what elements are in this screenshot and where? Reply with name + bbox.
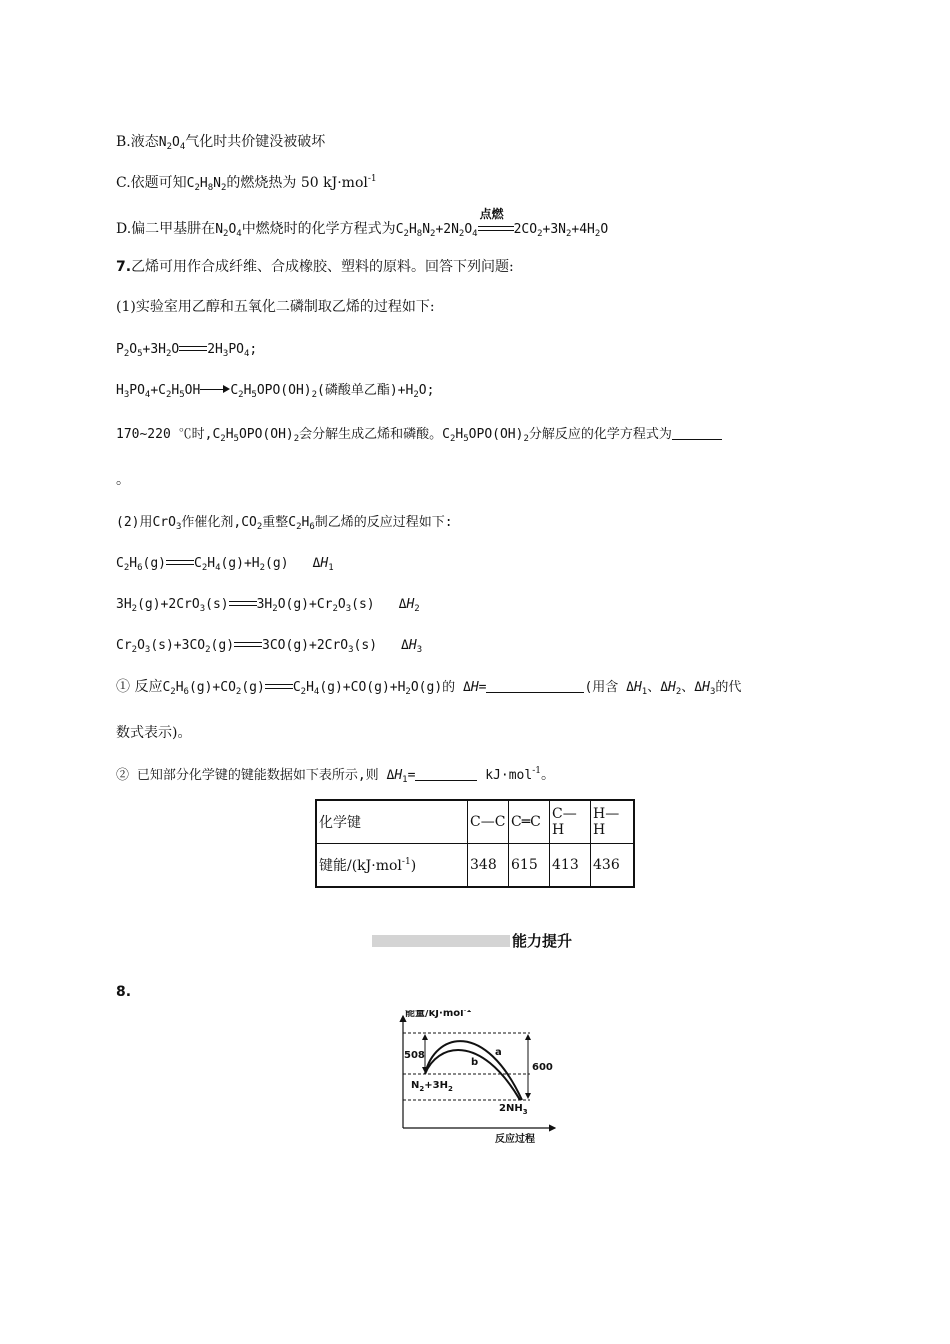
table-cell: 436 xyxy=(591,844,635,888)
option-d-rhs: $2CO_2+3N_2+4H_2O$ xyxy=(513,222,609,239)
option-b-label: B.液态 xyxy=(116,134,159,150)
table-cell: 413 xyxy=(550,844,591,888)
option-b xyxy=(116,132,325,153)
table-header-cell: C—H xyxy=(550,800,591,844)
reaction-1-dh: $\Delta H_1$ xyxy=(312,556,334,573)
table-row-label xyxy=(316,844,468,888)
subquestion-a-rhs: $C_2H_4(g)+CO(g)+H_2O(g)$的 ΔH= xyxy=(292,680,487,697)
reaction-2 xyxy=(116,594,420,615)
option-d-lhs: $C_2H_8N_2+2N_2O_4$ xyxy=(395,222,478,239)
option-d-text: 中燃烧时的化学方程式为 xyxy=(241,221,396,237)
reaction-3-lhs: $Cr_2O_3(s)+3CO_2(g)$ xyxy=(116,638,235,655)
equals-sign xyxy=(265,682,293,692)
table-header-cell: C—C xyxy=(468,800,509,844)
ignition-condition: 点燃 xyxy=(479,207,504,221)
option-d-label: D.偏二甲基肼在 xyxy=(116,221,216,237)
option-c xyxy=(116,173,377,194)
table-cell: 348 xyxy=(468,844,509,888)
option-b-text: 气化时共价键没被破坏 xyxy=(185,134,326,150)
x-axis-label: 反应过程 xyxy=(495,1134,535,1145)
part-1-intro: (1)实验室用乙醇和五氧化二磷制取乙烯的过程如下: xyxy=(116,299,435,315)
equation-1-rhs: $2H_3PO_4$; xyxy=(207,342,258,359)
equation-1 xyxy=(116,339,257,360)
option-c-text: 的燃烧热为 50 kJ·mol xyxy=(226,175,368,191)
question-7-number: 7. xyxy=(116,259,132,275)
label-600: 600 xyxy=(532,1062,553,1073)
table-row xyxy=(316,844,634,888)
option-c-exponent: -1 xyxy=(367,174,377,184)
row-label-end: ) xyxy=(410,858,417,874)
reaction-1 xyxy=(116,553,334,574)
reaction-3 xyxy=(116,635,422,656)
table-header-row xyxy=(316,800,634,844)
equation-1-lhs: $P_2O_5+3H_2O$ xyxy=(116,342,180,359)
curve-a-label: a xyxy=(495,1047,502,1058)
subquestion-a-label: ① 反应 xyxy=(116,679,163,695)
subquestion-a-hint: (用含 $\Delta H_1$、$\Delta H_2$、$\Delta H_3$的代 xyxy=(584,680,742,697)
reaction-2-lhs: $3H_2(g)+2CrO_3(s)$ xyxy=(116,597,229,614)
reaction-1-rhs: $C_2H_4(g)+H_2(g)$ xyxy=(193,556,289,573)
option-c-label: C.依题可知 xyxy=(116,175,187,191)
equation-2 xyxy=(116,380,434,401)
question-8-number: 8. xyxy=(116,984,132,1000)
section-header-bar xyxy=(372,935,510,947)
label-508: 508 xyxy=(404,1050,425,1061)
products-label: $2NH_3$ xyxy=(499,1103,528,1116)
curve-b-label: b xyxy=(471,1057,479,1068)
answer-blank-3[interactable] xyxy=(415,766,477,781)
curve-a xyxy=(425,1041,522,1100)
ignition-equals-sign xyxy=(478,207,514,234)
equals-sign xyxy=(229,599,257,609)
subquestion-b-text: ② 已知部分化学键的键能数据如下表所示,则 $\Delta H_1=$ xyxy=(116,768,416,785)
subquestion-a-lhs: $C_2H_6(g)+CO_2(g)$ xyxy=(162,680,265,697)
part-2-intro xyxy=(116,512,453,533)
table-cell: 615 xyxy=(509,844,550,888)
reaction-arrow xyxy=(200,385,230,395)
option-d-formula: $N_2O_4$ xyxy=(215,222,242,239)
table-header-cell: 化学键 xyxy=(316,800,468,844)
equals-sign xyxy=(179,344,207,354)
subquestion-b xyxy=(116,765,555,786)
option-c-formula: $C_2H_8N_2$ xyxy=(186,176,227,193)
reaction-3-dh: $\Delta H_3$ xyxy=(401,638,423,655)
reaction-3-rhs: 3CO(g)+2CrO$_3$(s) xyxy=(262,638,378,655)
reaction-2-dh: $\Delta H_2$ xyxy=(398,597,420,614)
section-title: 能力提升 xyxy=(512,932,573,950)
part-1-question xyxy=(116,424,722,445)
reaction-1-lhs: $C_2H_6(g)$ xyxy=(116,556,166,573)
answer-blank-2[interactable] xyxy=(486,678,584,693)
part-2-intro-text: (2)用CrO$_3$作催化剂$,CO_2$重整$C_2H_6$制乙烯的反应过程如下: xyxy=(116,515,453,532)
equals-sign xyxy=(166,558,194,568)
subquestion-a-continuation: 数式表示)。 xyxy=(116,725,192,741)
subquestion-b-unit: kJ·mol xyxy=(477,768,533,783)
energy-diagram xyxy=(395,1010,565,1145)
option-d xyxy=(116,207,609,240)
question-7-text: 乙烯可用作合成纤维、合成橡胶、塑料的原料。回答下列问题: xyxy=(131,259,514,275)
row-label-text: 键能/(kJ·mol xyxy=(319,858,402,874)
subquestion-b-exponent: -1 xyxy=(532,766,541,776)
question-7-stem xyxy=(116,257,514,277)
part-1-question-text: 170~220 ℃时$,C_2H_5OPO(OH)_2$会分解生成乙烯和磷酸。$C_2H_5OPO(OH)_2$分解反应的化学方程式为 xyxy=(116,427,672,444)
reaction-2-rhs: $3H_2O(g)+Cr_2O_3(s)$ xyxy=(256,597,375,614)
table-header-cell: H—H xyxy=(591,800,635,844)
table-header-cell: C═C xyxy=(509,800,550,844)
part-1-end: 。 xyxy=(116,472,130,488)
option-b-formula: $N_2O_4$ xyxy=(158,135,186,152)
equation-2-lhs: $H_3PO_4+C_2H_5OH$ xyxy=(116,383,201,400)
answer-blank-1[interactable] xyxy=(672,425,722,440)
bond-energy-table xyxy=(315,799,635,888)
energy-diagram-svg xyxy=(395,1010,565,1145)
equation-2-rhs: $C_2H_5OPO(OH)_2$(磷酸单乙酯)$+H_2O$; xyxy=(230,383,435,400)
row-label-exponent: -1 xyxy=(401,857,411,867)
subquestion-b-end: 。 xyxy=(540,767,555,783)
reactants-label: $N_2+3H_2$ xyxy=(411,1080,453,1093)
y-axis-label: 能量/kJ·mol$^{-1}$ xyxy=(405,1010,472,1019)
equals-sign xyxy=(234,640,262,650)
subquestion-a xyxy=(116,677,741,698)
